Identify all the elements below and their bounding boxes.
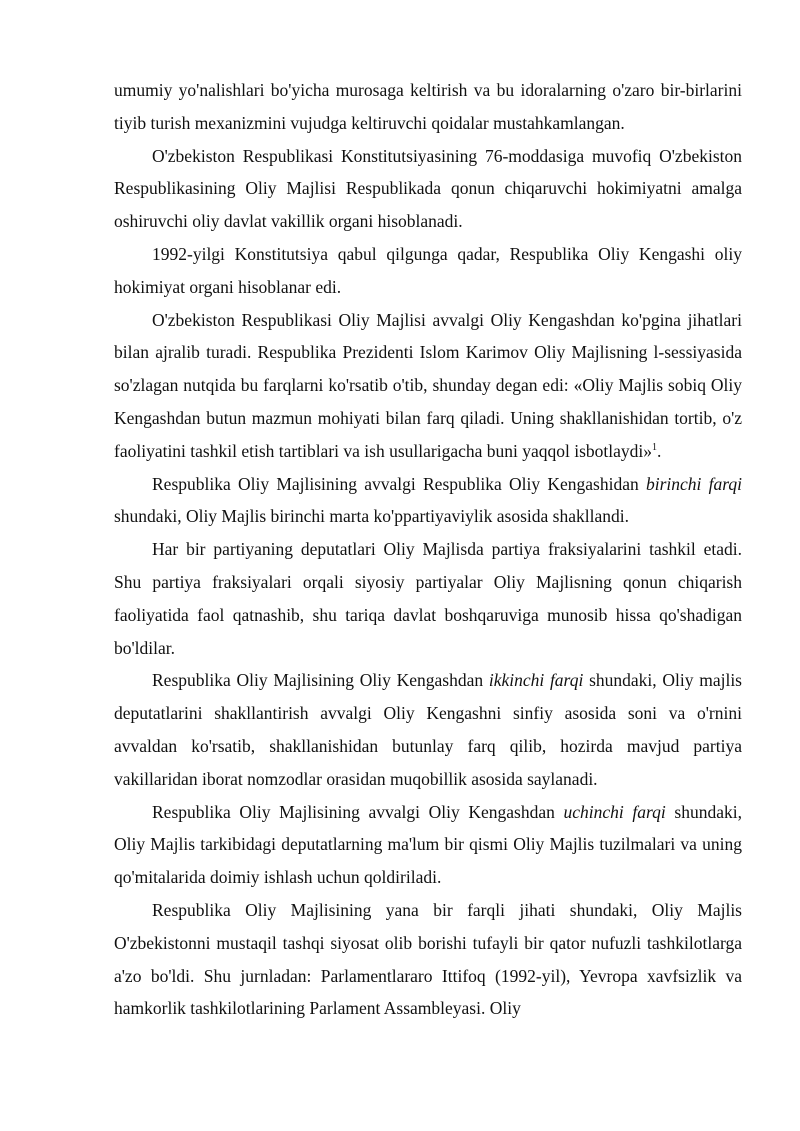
paragraph-text: shundaki, Oliy Majlis birinchi marta ko'ppartiyaviylik asosida shakllandi. bbox=[114, 506, 629, 527]
paragraph bbox=[114, 140, 742, 238]
footnote-marker[interactable]: 1 bbox=[652, 441, 658, 453]
document-page bbox=[114, 74, 742, 1025]
paragraph-text: Respublika Oliy Majlisining avvalgi Respublika Oliy Kengashidan bbox=[152, 473, 646, 494]
paragraph bbox=[114, 74, 742, 140]
paragraph-text: shundaki, Oliy Majlis tarkibidagi deputatlarning ma'lum bir qismi Oliy Majlis tuzilmalari va uning qo'mitalarida doimiy ishlash uchun qoldiriladi. bbox=[114, 801, 742, 888]
paragraph bbox=[114, 664, 742, 795]
paragraph-text: . bbox=[657, 440, 662, 461]
paragraph-text: Respublika Oliy Majlisining avvalgi Oliy Kengashdan bbox=[152, 801, 564, 822]
paragraph-text: Respublika Oliy Majlisining Oliy Kengashdan bbox=[152, 670, 489, 691]
paragraph bbox=[114, 796, 742, 894]
emphasis-text: uchinchi farqi bbox=[563, 801, 666, 822]
paragraph bbox=[114, 468, 742, 534]
emphasis-text: birinchi farqi bbox=[645, 473, 742, 494]
paragraph-text: Respublika Oliy Majlisining yana bir farqli jihati shundaki, Oliy Majlis O'zbekistonni mustaqil tashqi siyosat olib borishi tufayli bir qator nufuzli tashkilotlarga a'zo bo'ldi. Shu jurnladan: Parlamentlararo Ittifoq (1992-yil), Yevropa xavfsizlik va hamkorlik tashkilotlarining Parlament Assambleyasi. Oliy bbox=[114, 899, 742, 1019]
paragraph-text: Har bir partiyaning deputatlari Oliy Majlisda partiya fraksiyalarini tashkil etadi. Shu partiya fraksiyalari orqali siyosiy partiyalar Oliy Majlisning qonun chiqarish faoliyatida faol qatnashib, shu tariqa davlat boshqaruviga munosib hissa qo'shadigan bo'ldilar. bbox=[114, 539, 742, 658]
paragraph bbox=[114, 533, 742, 664]
paragraph bbox=[114, 894, 742, 1025]
paragraph-text: umumiy yo'nalishlari bo'yicha murosaga keltirish va bu idoralarning o'zaro bir-birlarini tiyib turish mexanizmini vujudga keltiruvchi qoidalar mustahkamlangan. bbox=[114, 80, 742, 133]
paragraph bbox=[114, 238, 742, 304]
paragraph bbox=[114, 304, 742, 468]
paragraph-text: O'zbekiston Respublikasi Konstitutsiyasining 76-moddasiga muvofiq O'zbekiston Respublikasining Oliy Majlisi Respublikada qonun chiqaruvchi hokimiyatni amalga oshiruvchi oliy davlat vakillik organi hisoblanadi. bbox=[114, 145, 742, 232]
paragraph-text: shundaki, Oliy majlis deputatlarini shakllantirish avvalgi Oliy Kengashni sinfiy asosida soni va o'rnini avvaldan ko'rsatib, shakllanishidan butunlay farq qilib, hozirda mavjud partiya vakillaridan iborat nomzodlar orasidan muqobillik asosida saylanadi. bbox=[114, 670, 742, 789]
emphasis-text: ikkinchi farqi bbox=[488, 670, 584, 691]
paragraph-text: O'zbekiston Respublikasi Oliy Majlisi avvalgi Oliy Kengashdan ko'pgina jihatlari bilan ajralib turadi. Respublika Prezidenti Islom Karimov Oliy Majlisning l-sessiyasida so'zlagan nutqida bu farqlarni ko'rsatib o'tib, shunday degan edi: «Oliy Majlis sobiq Oliy Kengashdan butun mazmun mohiyati bilan farq qiladi. Uning shakllanishidan tortib, o'z faoliyatini tashkil etish tartiblari va ish usullarigacha buni yaqqol isbotlaydi» bbox=[114, 309, 742, 461]
paragraph-text: 1992-yilgi Konstitutsiya qabul qilgunga qadar, Respublika Oliy Kengashi oliy hokimiyat organi hisoblanar edi. bbox=[114, 243, 742, 297]
